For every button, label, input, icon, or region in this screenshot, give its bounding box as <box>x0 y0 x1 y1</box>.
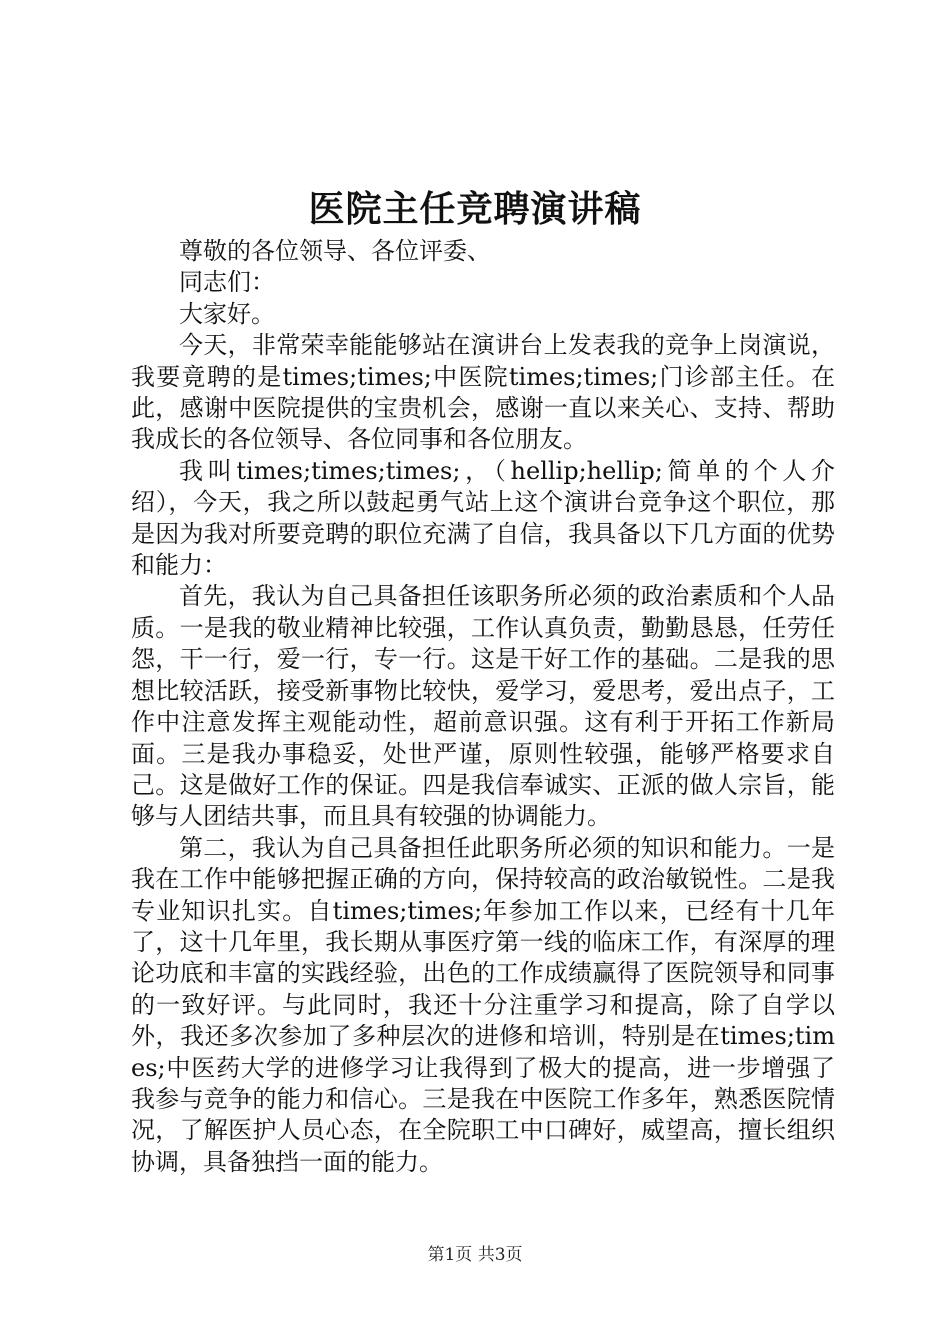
greeting-line: 尊敬的各位领导、各位评委、 <box>179 237 491 265</box>
paragraph-first-advantage: 首先，我认为自己具备担任该职务所必须的政治素质和个人品质。一是我的敬业精神比较强，工作认真负责，勤勤恳恳，任劳任怨，干一行，爱一行，专一行。这是干好工作的基础。二是我的思想比较活跃，接受新事物比较快，爱学习，爱思考，爱出点子，工作中注意发挥主观能动性，超前意识强。这有利于开拓工作新局面。三是我办事稳妥，处世严谨，原则性较强，能够严格要求自己。这是做好工作的保证。四是我信奉诚实、正派的做人宗旨，能够与人团结共事，而且具有较强的协调能力。 <box>131 582 835 831</box>
paragraph-self-introduction: 我叫times;times;times;，（hellip;hellip;简单的个人介绍），今天，我之所以鼓起勇气站上这个演讲台竞争这个职位，那是因为我对所要竞聘的职位充满了自信，我具备以下几方面的优势和能力： <box>131 456 835 580</box>
document-title: 医院主任竞聘演讲稿 <box>308 188 642 230</box>
greeting-line: 大家好。 <box>179 299 275 328</box>
greeting-line: 同志们： <box>179 268 275 297</box>
paragraph-introduction: 今天，非常荣幸能能够站在演讲台上发表我的竞争上岗演说，我要竟聘的是times;times;中医院times;times;门诊部主任。在此，感谢中医院提供的宝贵机会，感谢一直以来关心、支持、帮助我成长的各位领导、各位同事和各位朋友。 <box>131 331 835 454</box>
document-body <box>131 236 835 1178</box>
page-number-footer: 第1页 共3页 <box>427 1245 523 1265</box>
paragraph-second-advantage: 第二，我认为自己具备担任此职务所必须的知识和能力。一是我在工作中能够把握正确的方向，保持较高的政治敏锐性。二是我专业知识扎实。自times;times;年参加工作以来，已经有十几年了，这十几年里，我长期从事医疗第一线的临床工作，有深厚的理论功底和丰富的实践经验，出色的工作成绩赢得了医院领导和同事的一致好评。与此同时，我还十分注重学习和提高，除了自学以外，我还多次参加了多种层次的进修和培训，特别是在times;times;中医药大学的进修学习让我得到了极大的提高，进一步增强了我参与竞争的能力和信心。三是我在中医院工作多年，熟悉医院情况，了解医护人员心态，在全院职工中口碑好，威望高，擅长组织协调，具备独挡一面的能力。 <box>131 833 835 1176</box>
